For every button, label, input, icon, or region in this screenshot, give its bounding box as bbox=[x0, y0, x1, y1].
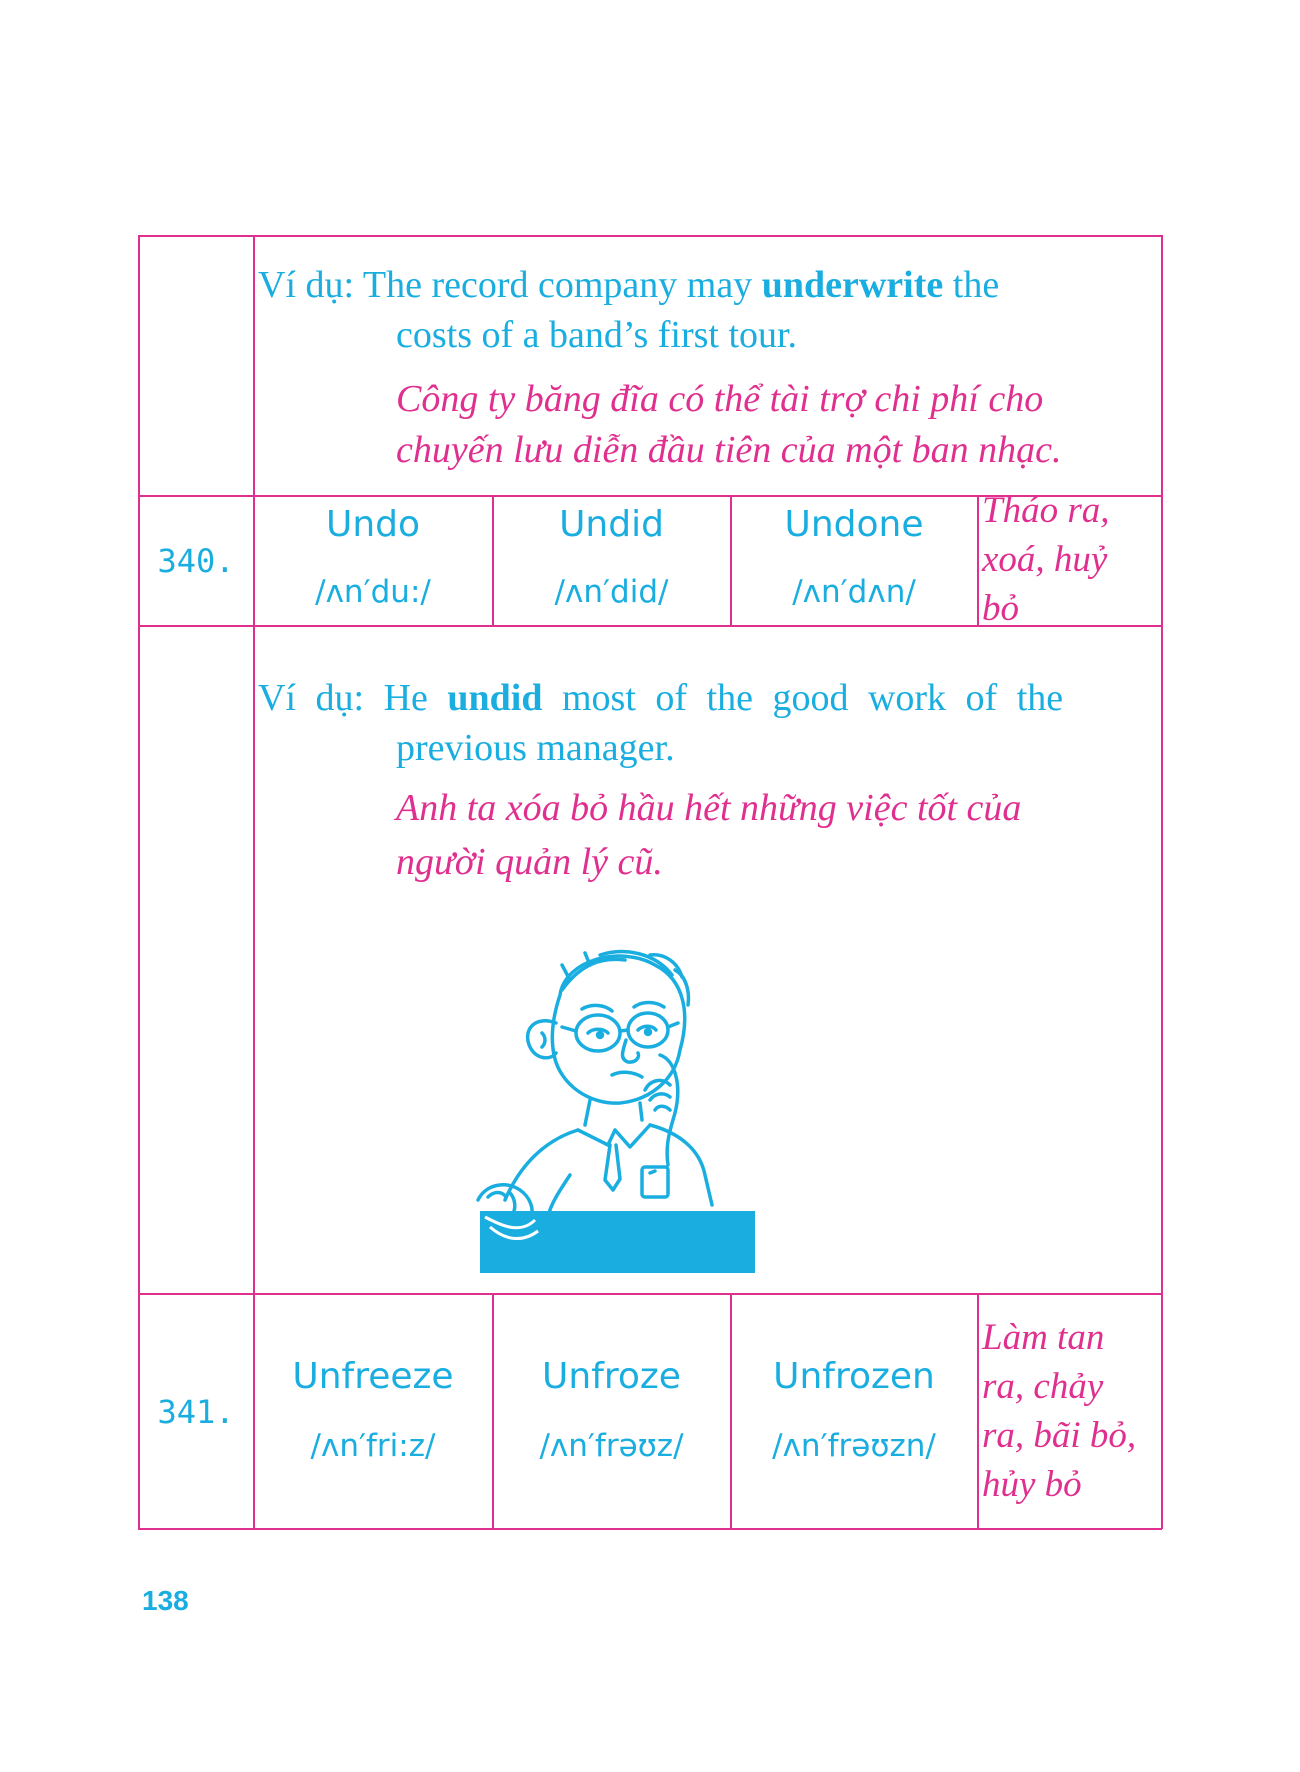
verb-word: Unfroze bbox=[542, 1356, 681, 1397]
example-vietnamese: Công ty băng đĩa có thể tài trợ chi phí cho chuyến lưu diễn đầu tiên của một ban nhạc. bbox=[396, 378, 1062, 471]
verb-base bbox=[254, 1352, 492, 1468]
table-border-top bbox=[138, 235, 1162, 237]
example-label: Ví dụ: bbox=[258, 677, 365, 719]
keyword: underwrite bbox=[761, 264, 944, 306]
verb-participle bbox=[731, 500, 977, 614]
verb-past bbox=[493, 1352, 730, 1468]
table-border bbox=[138, 1293, 1162, 1295]
entry-number: 340. bbox=[157, 542, 235, 580]
verb-past bbox=[493, 500, 730, 614]
verb-word: Undid bbox=[559, 504, 664, 545]
verb-ipa: /ʌn′dʌn/ bbox=[792, 574, 916, 610]
verb-meaning: Làm tan ra, chảy ra, bãi bỏ, hủy bỏ bbox=[982, 1317, 1137, 1505]
table-border-right bbox=[1161, 235, 1163, 1529]
verb-word: Unfrozen bbox=[773, 1356, 935, 1397]
verb-word: Undo bbox=[325, 504, 421, 545]
verb-ipa: /ʌn′du:/ bbox=[315, 574, 431, 610]
example-block bbox=[258, 673, 1158, 889]
verb-ipa: /ʌn′fri:z/ bbox=[310, 1428, 436, 1464]
table-border-bottom bbox=[138, 1528, 1162, 1530]
verb-participle bbox=[731, 1352, 977, 1468]
keyword: undid bbox=[447, 677, 543, 719]
example-english-line2: costs of a band’s first tour. bbox=[396, 314, 798, 356]
verb-meaning: Tháo ra, xoá, huỷ bỏ bbox=[982, 490, 1110, 626]
table-border bbox=[253, 235, 255, 1529]
page-number: 138 bbox=[142, 1585, 189, 1616]
verb-ipa: /ʌn′frəʊzn/ bbox=[772, 1428, 936, 1464]
example-label: Ví dụ: bbox=[258, 264, 355, 306]
example-block bbox=[258, 260, 1158, 476]
example-english: Ví dụ: He undid most of the good work of the bbox=[258, 677, 1064, 719]
entry-number: 341. bbox=[157, 1392, 235, 1431]
verb-word: Unfreeze bbox=[292, 1356, 454, 1397]
example-english-line2: previous manager. bbox=[396, 727, 675, 769]
cartoon-man-thinking-icon bbox=[450, 935, 790, 1275]
verb-ipa: /ʌn′did/ bbox=[554, 574, 669, 610]
verb-base bbox=[254, 500, 492, 614]
example-english: Ví dụ: The record company may underwrite the bbox=[258, 264, 1000, 306]
verb-ipa: /ʌn′frəʊz/ bbox=[539, 1428, 684, 1464]
example-vietnamese: Anh ta xóa bỏ hầu hết những việc tốt của người quản lý cũ. bbox=[396, 787, 1022, 883]
verb-word: Undone bbox=[784, 504, 924, 545]
